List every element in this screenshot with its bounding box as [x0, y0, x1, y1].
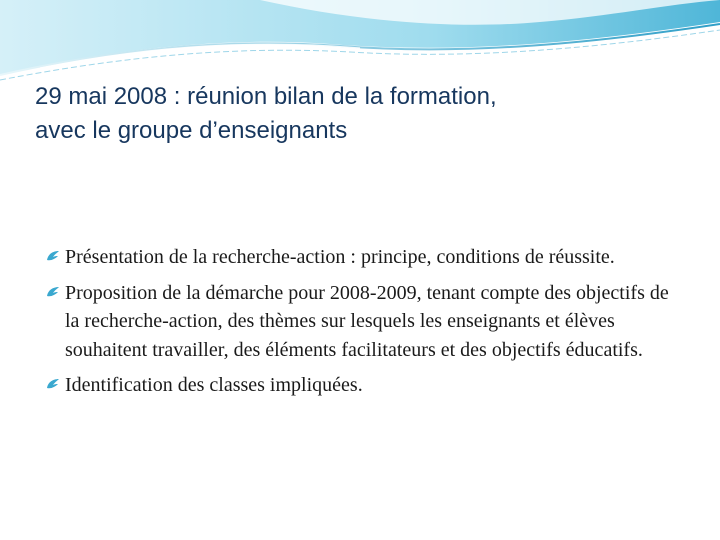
bullet-text: Identification des classes impliquées.	[65, 374, 363, 396]
bullet-text: Présentation de la recherche-action : principe, conditions de réussite.	[65, 246, 615, 268]
slide-title	[35, 80, 695, 148]
bullet-item	[44, 243, 684, 272]
bullet-item	[44, 279, 684, 365]
bullet-text: Proposition de la démarche pour 2008-2009, tenant compte des objectifs de la recherche-action, des thèmes sur lesquels les enseignants et élèves souhaitent travailler, des éléments facilitateurs et des objectifs éducatifs.	[65, 281, 669, 361]
bullet-list	[44, 243, 684, 407]
title-line-2: avec le groupe d’enseignants	[35, 117, 348, 144]
bullet-icon	[44, 247, 62, 265]
header-wave-decoration	[0, 0, 720, 90]
bullet-icon	[44, 375, 62, 393]
bullet-icon	[44, 283, 62, 301]
title-line-1: 29 mai 2008 : réunion bilan de la formation,	[35, 83, 497, 110]
bullet-item	[44, 371, 684, 400]
